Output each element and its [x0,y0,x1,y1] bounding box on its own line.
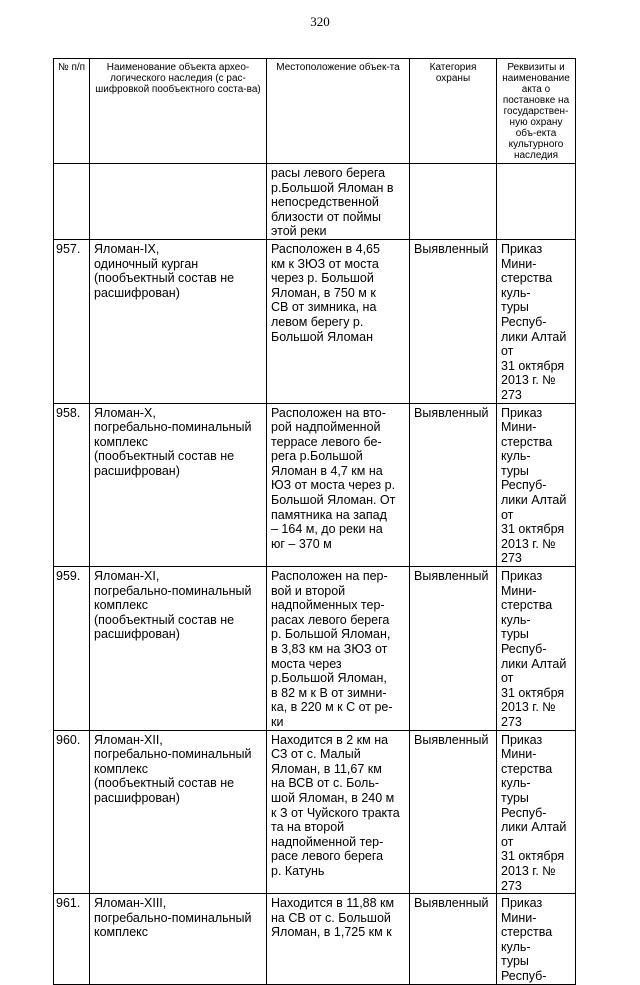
location-line: Яломан, в 11,67 км [271,761,382,776]
name-line: комплекс [94,598,149,613]
location-line: через р. Большой [271,271,374,286]
name-line: одиночный курган [94,256,199,271]
location-line: – 164 м, до реки на [271,522,383,537]
cell-category: Выявленный [410,403,497,567]
name-line: погребально-поминальный [94,420,252,435]
location-line: ЮЗ от моста через р. [271,478,396,493]
cell-name [90,164,267,240]
cell-location [267,567,410,731]
location-line: р. Катунь [271,863,325,878]
location-line: надпойменных тер- [271,598,385,613]
location-line: Большой Яломан [271,329,373,344]
location-line: р. Большой Яломан, [271,627,391,642]
name-line: погребально-поминальный [94,910,252,925]
cell-location [267,894,410,985]
location-line: рой надпойменной [271,420,381,435]
location-line: р.Большой Яломан в [271,180,394,195]
location-line: расах левого берега [271,612,390,627]
act-line: туры Респуб- [501,463,547,493]
location-line: террасе левого бе- [271,434,382,449]
location-line: рега р.Большой [271,449,363,464]
cell-act [497,164,576,240]
name-line: (пообъектный состав не [94,612,235,627]
name-line: расшифрован) [94,627,180,642]
act-line: 31 октября [501,685,565,700]
page-number: 320 [310,14,330,29]
location-line: ки [271,714,284,729]
name-line: Яломан-XII, [94,732,163,747]
name-line: (пообъектный состав не [94,776,235,791]
location-line: шой Яломан, в 240 м [271,790,395,805]
table-row [54,730,576,894]
location-line: Яломан, в 1,725 км к [271,925,392,940]
location-line: Расположен в 4,65 [271,241,380,256]
name-line: комплекс [94,925,149,940]
cell-act [497,567,576,731]
header-num: № п/п [54,59,90,164]
act-line: лики Алтай от [501,656,567,686]
act-line: 2013 г. № 273 [501,700,556,729]
header-name: Наименование объекта архео-логического наследия (с рас-шифровкой пообъектного соста-ва) [90,59,267,164]
location-line: памятника на запад [271,507,387,522]
name-line: (пообъектный состав не [94,449,235,464]
act-line: стерства куль- [501,598,553,627]
act-line: стерства куль- [501,434,553,464]
act-line: стерства куль- [501,761,553,791]
cell-location [267,164,410,240]
cell-location [267,239,410,403]
location-line: вой и второй [271,583,346,598]
cell-act [497,730,576,894]
cell-num: 959. [54,567,90,731]
name-line: Яломан-XI, [94,569,160,584]
location-line: та на второй [271,820,345,835]
act-line: Приказ Мини- [501,569,543,598]
header-row [54,59,576,164]
location-line: Яломан, в 750 м к [271,285,376,300]
header-act: Реквизиты и наименование акта о постановке на государствен-ную охрану объ-екта культурного наследия [497,59,576,164]
cell-num: 958. [54,403,90,567]
cell-category: Выявленный [410,239,497,403]
table-row-continuation [54,164,576,240]
location-line: на СВ от с. Большой [271,910,391,925]
location-line: моста через [271,656,342,671]
location-line: в 3,83 км на ЗЮЗ от [271,642,388,656]
act-line: Приказ Мини- [501,896,543,925]
location-line: Находится в 2 км на [271,732,389,747]
act-line: стерства куль- [501,271,553,300]
cell-category [410,164,497,240]
header-location: Местоположение объек-та [267,59,410,164]
table-row [54,239,576,403]
location-line: в 82 м к В от зимни- [271,685,387,700]
location-line: Расположен на вто- [271,405,386,420]
cell-num [54,164,90,240]
location-line: СВ от зимника, на [271,300,377,315]
name-line: комплекс [94,434,149,449]
cell-num: 957. [54,239,90,403]
cell-name [90,567,267,731]
act-line: Приказ Мини- [501,241,543,271]
location-line: непосредственной [271,195,379,210]
location-line: Яломан в 4,7 км на [271,463,383,478]
cell-act [497,403,576,567]
name-line: расшифрован) [94,463,180,478]
location-line: надпойменной тер- [271,834,384,849]
table-row [54,403,576,567]
name-line: Яломан-X, [94,405,156,420]
name-line: Яломан-XIII, [94,896,167,911]
table-row [54,894,576,985]
location-line: р.Большой Яломан, [271,671,387,686]
location-line: расы левого берега [271,166,386,180]
location-line: близости от поймы [271,209,382,224]
location-line: км к ЗЮЗ от моста [271,256,379,271]
header-category: Категория охраны [410,59,497,164]
location-line: к З от Чуйского тракта [271,805,400,820]
act-line: 2013 г. № 273 [501,373,556,402]
location-line: этой реки [271,224,327,239]
cell-location [267,730,410,894]
name-line: расшифрован) [94,790,180,805]
location-line: ка, в 220 м к С от ре- [271,700,393,715]
table-row [54,567,576,731]
cell-name [90,403,267,567]
act-line: 2013 г. № 273 [501,863,556,893]
location-line: юг – 370 м [271,536,332,551]
act-line: Приказ Мини- [501,732,543,762]
heritage-table [53,58,576,985]
location-line: Большой Яломан. От [271,493,396,508]
cell-category: Выявленный [410,567,497,731]
cell-num: 960. [54,730,90,894]
location-line: расе левого берега [271,849,384,864]
name-line: погребально-поминальный [94,747,252,762]
act-line: лики Алтай от [501,820,567,849]
cell-act [497,239,576,403]
name-line: комплекс [94,761,149,776]
act-line: стерства куль- [501,925,553,954]
cell-category: Выявленный [410,894,497,985]
cell-category: Выявленный [410,730,497,894]
location-line: на ВСВ от с. Боль- [271,776,380,791]
cell-name [90,239,267,403]
cell-location [267,403,410,567]
cell-name [90,730,267,894]
name-line: Яломан-IX, [94,241,160,256]
act-line: 31 октября [501,358,565,373]
cell-act [497,894,576,985]
act-line: туры Респуб- [501,954,547,984]
location-line: Находится в 11,88 км [271,896,395,911]
cell-num: 961. [54,894,90,985]
act-line: туры Респуб- [501,790,547,820]
name-line: расшифрован) [94,285,180,300]
location-line: Расположен на пер- [271,569,388,584]
act-line: 2013 г. № 273 [501,536,556,566]
act-line: Приказ Мини- [501,405,543,435]
act-line: лики Алтай от [501,329,567,359]
act-line: туры Респуб- [501,300,547,329]
act-line: 31 октября [501,849,565,864]
location-line: левом берегу р. [271,314,364,329]
name-line: погребально-поминальный [94,583,252,598]
location-line: СЗ от с. Малый [271,747,361,762]
act-line: лики Алтай от [501,493,567,522]
cell-name [90,894,267,985]
act-line: туры Респуб- [501,627,547,656]
act-line: 31 октября [501,522,565,537]
name-line: (пообъектный состав не [94,271,235,286]
